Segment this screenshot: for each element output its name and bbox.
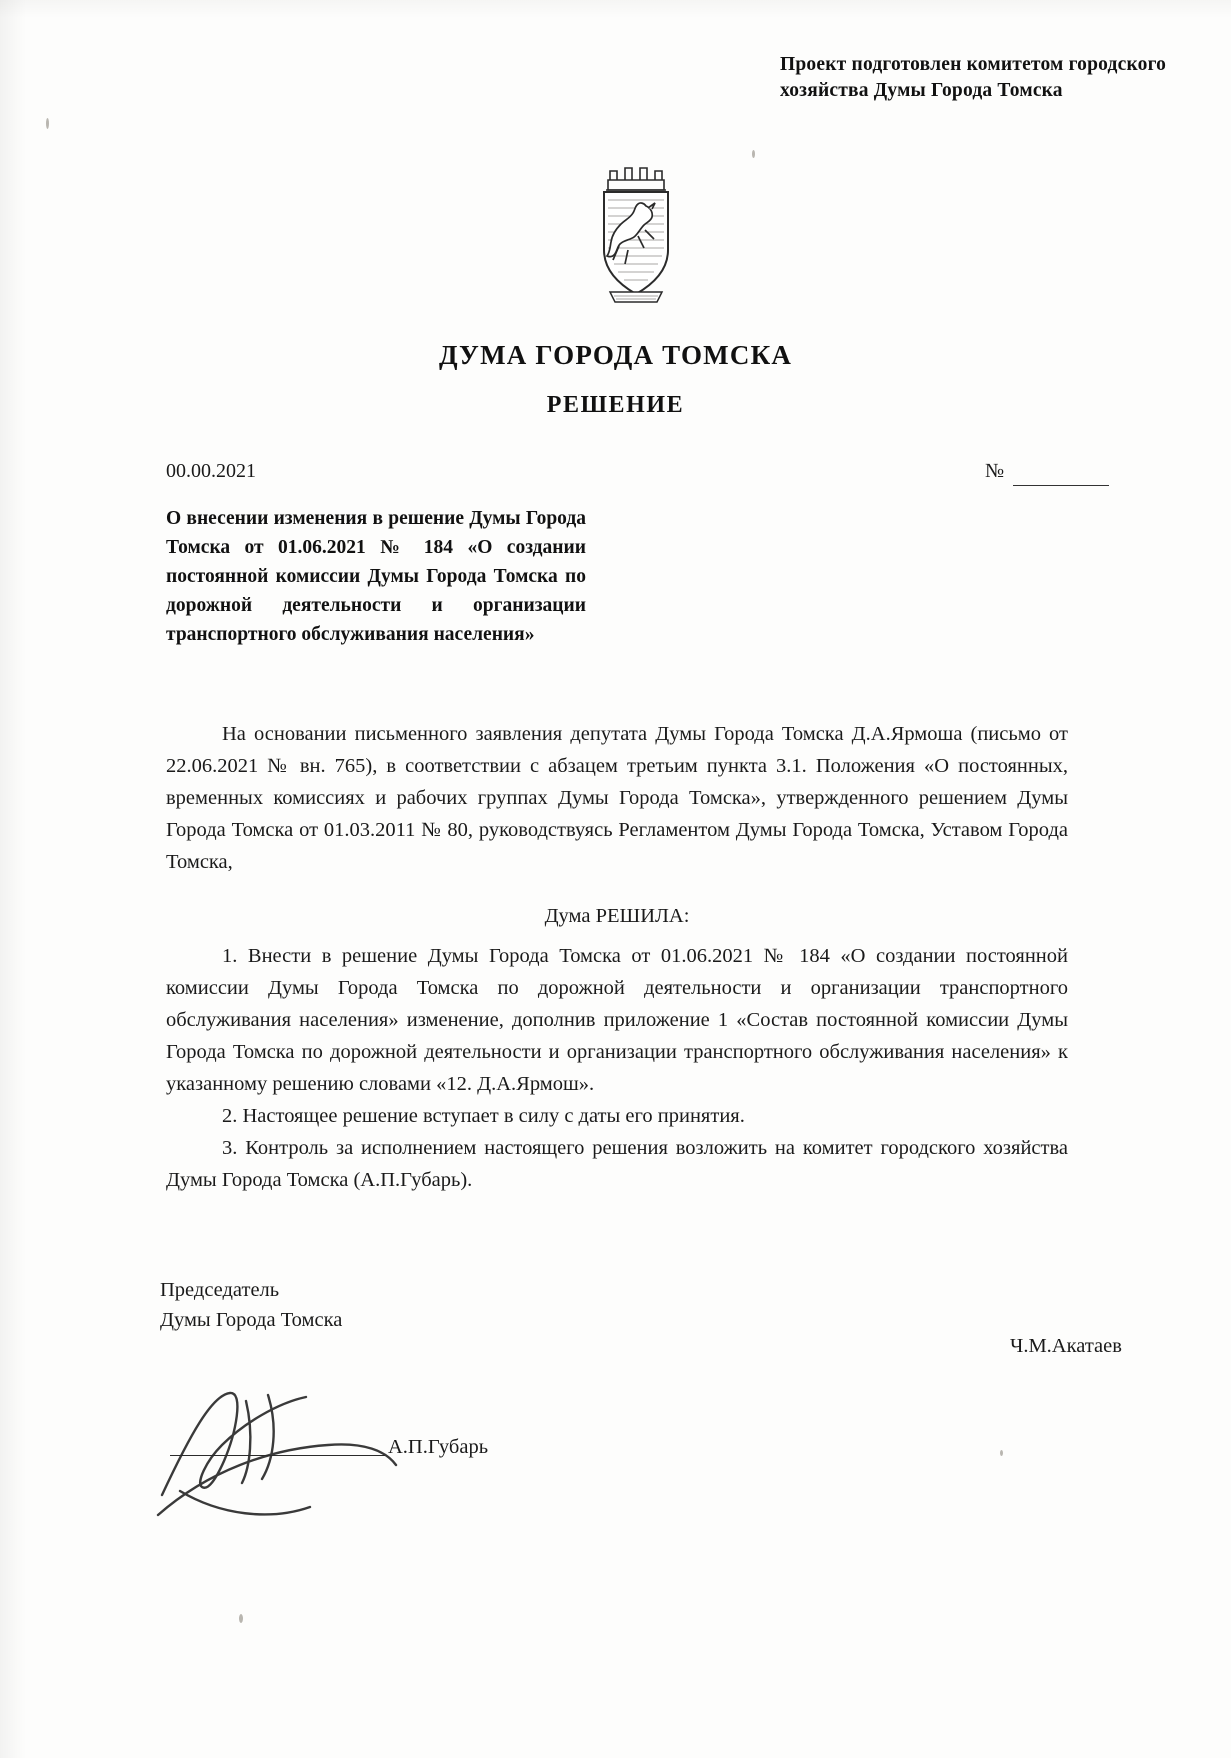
scan-speck (1000, 1450, 1003, 1456)
scan-speck (46, 118, 49, 129)
signer-position (160, 1275, 342, 1335)
scan-edge-left (0, 0, 26, 1758)
approver-signature-rule (170, 1455, 385, 1456)
scan-edge-top (0, 0, 1231, 18)
organization-title: ДУМА ГОРОДА ТОМСКА (438, 340, 793, 370)
preparer-note: Проект подготовлен комитетом городского хозяйства Думы Города Томска (780, 54, 1167, 101)
resolution-item-2: 2. Настоящее решение вступает в силу с даты его принятия. (222, 1105, 745, 1127)
document-body (166, 718, 1068, 1196)
resolution-item-1: 1. Внести в решение Думы Города Томска от 01.06.2021 № 184 «О создании постоянной комиссии Думы Города Томска по дорожной деятельности и организации транспортного обслуживания населения» изменение, дополнив приложение 1 «Состав постоянной комиссии Думы Города Томска по дорожной деятельности и организации транспортного обслуживания населения» к указанному решению словами «12. Д.А.Ярмош». (166, 945, 1068, 1095)
signer-name: Ч.М.Акатаев (1010, 1335, 1122, 1357)
preamble-paragraph: На основании письменного заявления депутата Думы Города Томска Д.А.Ярмоша (письмо от 22.06.2021 № вн. 765), в соответствии с абзацем третьим пункта 3.1. Положения «О постоянных, временных комиссиях и рабочих группах Думы Города Томска», утвержденного решением Думы Города Томска от 01.03.2011 № 80, руководствуясь Регламентом Думы Города Томска, Уставом Города Томска, (166, 723, 1068, 873)
document-subject: О внесении изменения в решение Думы Города Томска от 01.06.2021 № 184 «О создании постоянной комиссии Думы Города Томска по дорожной деятельности и организации транспортного обслуживания населения» (166, 508, 586, 645)
coat-of-arms-icon (584, 158, 688, 318)
resolution-header: Дума РЕШИЛА: (544, 905, 690, 927)
document-date: 00.00.2021 (166, 460, 256, 482)
document-number-label: № (985, 460, 1005, 482)
scan-speck (239, 1614, 243, 1623)
approver-name: А.П.Губарь (388, 1436, 489, 1458)
signer-position-line-1: Председатель (160, 1279, 280, 1301)
scan-speck (752, 150, 755, 158)
document-number-blank-rule (1013, 485, 1109, 486)
document-type: РЕШЕНИЕ (546, 392, 685, 418)
resolution-item-3: 3. Контроль за исполнением настоящего решения возложить на комитет городского хозяйства Думы Города Томска (А.П.Губарь). (166, 1137, 1068, 1191)
signer-position-line-2: Думы Города Томска (160, 1309, 343, 1331)
